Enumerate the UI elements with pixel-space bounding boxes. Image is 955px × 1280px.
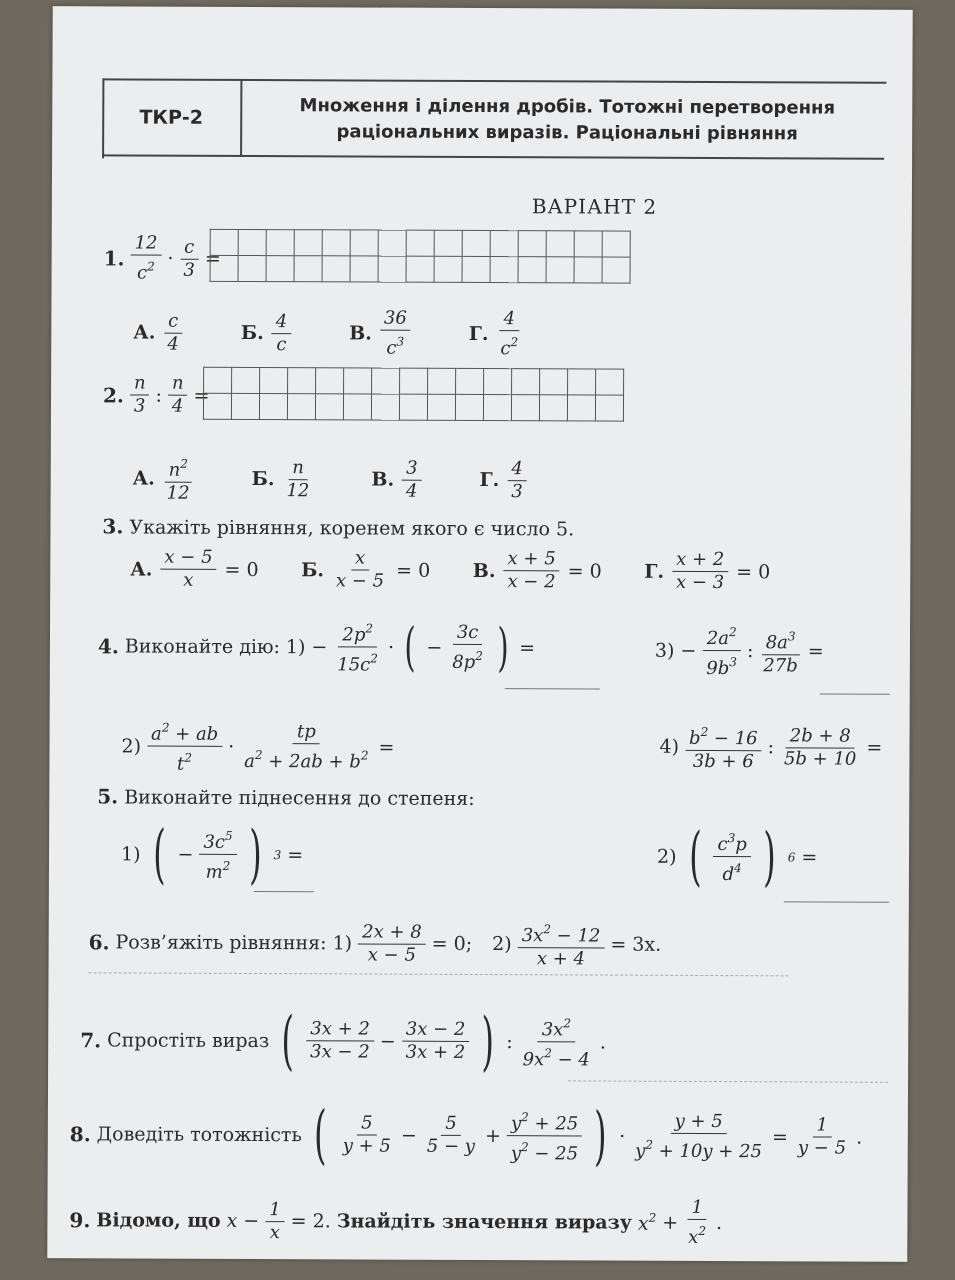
q7-answer-line[interactable] <box>568 1080 888 1082</box>
q3-option-c[interactable]: В. $\frac{x + 5}{x - 2}$ = 0 <box>472 548 602 593</box>
q2-options <box>133 452 553 506</box>
q1-options <box>133 306 553 360</box>
q2-option-d[interactable]: Г. $\frac{4}{3}$ <box>479 454 526 506</box>
q3-option-a[interactable]: А. $\frac{x - 5}{x}$ = 0 <box>130 546 259 591</box>
test-title <box>252 93 882 148</box>
q1-answer-grid[interactable] <box>210 229 631 284</box>
q9-expression: 9. Відомо, що x − $\frac{1}{x}$ = 2. Знайдіть значення виразу $x^2$ + $\frac{1}{x^2}$ . <box>69 1196 723 1248</box>
q1-fraction-1 <box>130 232 161 284</box>
q4-part-1: 4. Виконайте дію: 1) − $\frac{2p^2}{15c^2}$ · ( − $\frac{3c}{8p^2}$ ) = <box>97 617 536 678</box>
q5-prompt: 5. Виконайте піднесення до степеня: <box>97 784 475 810</box>
q4-p1-answer-line[interactable] <box>505 688 600 689</box>
q3-options <box>130 546 770 594</box>
q6-expression: 6. Розв’яжіть рівняння: 1) $\frac{2x + 8}{x - 5}$ = 0; 2) $\frac{3x^2 - 12}{x + 4}$ = 3x. <box>89 916 662 970</box>
title-line-1: Множення і ділення дробів. Тотожні перетворення <box>299 95 836 119</box>
q2-expression: 2. $\frac{n}{3}$ : $\frac{n}{4}$ = <box>102 372 210 417</box>
q3-option-d[interactable]: Г. $\frac{x + 2}{x - 3}$ = 0 <box>644 548 771 594</box>
q2-option-c[interactable]: В. $\frac{3}{4}$ <box>371 454 421 506</box>
q4-part-3: 3) − $\frac{2a^2}{9b^3}$ : $\frac{8a^3}{27b}$ = <box>655 621 824 681</box>
q1-fraction-2: $\frac{c}{3}$ <box>179 236 199 281</box>
q3-prompt: 3. Укажіть рівняння, коренем якого є число 5. <box>102 514 575 541</box>
q1-option-a[interactable]: А. $\frac{c}{4}$ <box>133 306 183 358</box>
q2-option-b[interactable]: Б. $\frac{n}{12}$ <box>251 456 310 501</box>
q3-option-b[interactable]: Б. $\frac{x}{x - 5}$ = 0 <box>301 547 431 592</box>
q8-expression: 8. Доведіть тотожність ( $\frac{5}{y + 5}$ − $\frac{5}{5 - y}$ + $\frac{y^2 + 25}{y^2 - 25}$ ) · $\frac{y + 5}{y^2 + 10y + 25}$ = $\frac{1}{y - 5}$ . <box>69 1097 863 1174</box>
variant-label: ВАРІАНТ 2 <box>531 194 658 219</box>
title-line-2: раціональних виразів. Раціональні рівняння <box>336 121 798 145</box>
q1-option-c[interactable]: В. $\frac{36}{c^3}$ <box>349 307 411 359</box>
q4-part-4: 4) $\frac{b^2 - 16}{3b + 6}$ : $\frac{2b + 8}{5b + 10}$ = <box>659 721 882 774</box>
q1-op: · <box>167 247 174 270</box>
q5-p1-answer-line[interactable] <box>254 891 314 892</box>
q2-number: 2. <box>102 382 124 407</box>
q6-answer-line[interactable] <box>89 972 789 976</box>
q4-p3-answer-line[interactable] <box>820 693 890 694</box>
q1-eq: = <box>204 247 221 270</box>
q1-option-b[interactable]: Б. $\frac{4}{c}$ <box>241 307 292 359</box>
q1-number: 1. <box>103 246 125 271</box>
q1-option-d[interactable]: Г. $\frac{4}{c^2}$ <box>468 308 519 360</box>
q2-option-a[interactable]: А. $\frac{n^2}{12}$ <box>133 452 194 504</box>
q4-part-2: 2) $\frac{a^2 + ab}{t^2}$ · $\frac{tp}{a^2 + 2ab + b^2}$ = <box>121 716 394 776</box>
worksheet-page <box>47 6 912 1262</box>
q5-p2-answer-line[interactable] <box>784 901 889 902</box>
q5-part-2: 2) ( $\frac{c^3p}{d^4}$ ) 6 = <box>656 819 818 894</box>
test-code: ТКР-2 <box>102 78 242 157</box>
q2-answer-grid[interactable] <box>203 367 624 422</box>
q5-part-1: 1) ( − $\frac{3c^5}{m^2}$ ) 3 = <box>120 817 304 892</box>
q1-f1-num: 12 <box>131 232 162 255</box>
q7-expression: 7. Спростіть вираз ( $\frac{3x + 2}{3x - 2}$ − $\frac{3x - 2}{3x + 2}$ ) : $\frac{3x^2}{9x^2 - 4}$ . <box>80 1003 607 1079</box>
q1-f1-den: $c^2$ <box>136 259 155 284</box>
q1-expression <box>104 232 221 285</box>
